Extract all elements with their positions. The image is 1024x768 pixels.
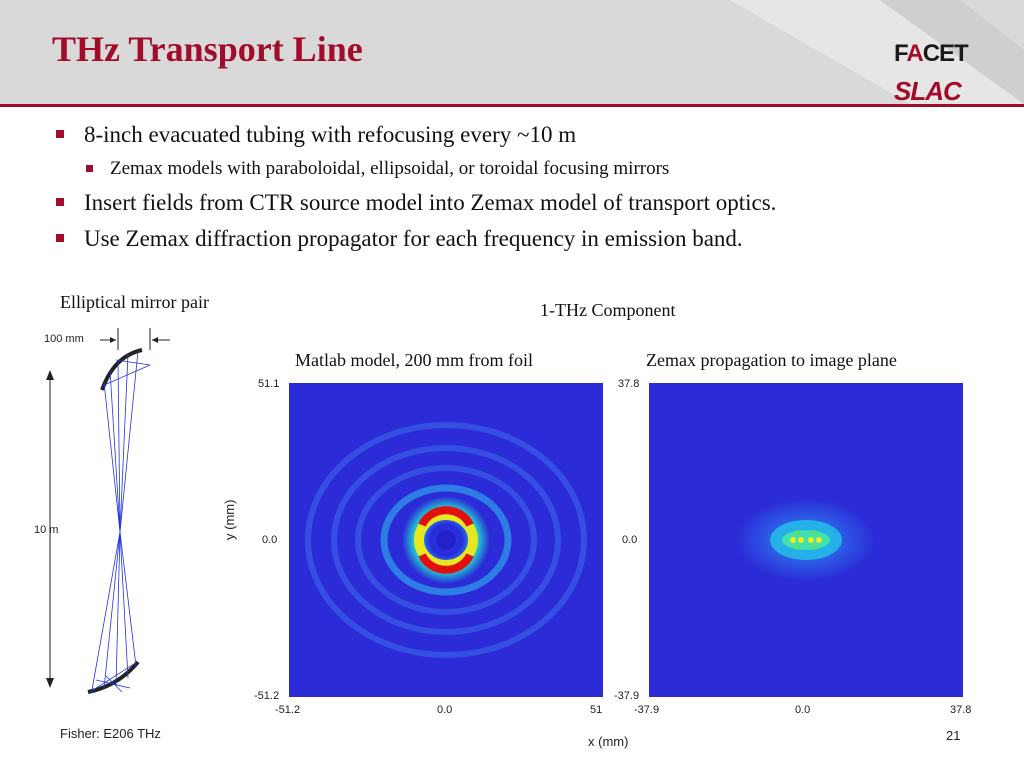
page-number: 21 — [946, 728, 961, 743]
left-y-tick: 51.1 — [258, 378, 280, 390]
left-plot-title: Matlab model, 200 mm from foil — [295, 350, 533, 370]
bullet-item: Insert fields from CTR source model into Zemax model of transport optics. — [54, 188, 994, 218]
dimension-length-label: 10 m — [34, 524, 59, 536]
component-title: 1-THz Component — [540, 300, 676, 320]
matlab-field-plot — [289, 383, 603, 697]
right-plot-title: Zemax propagation to image plane — [646, 350, 897, 370]
footer-text: Fisher: E206 THz — [60, 726, 161, 741]
bullet-list — [54, 120, 994, 260]
title-underline — [0, 104, 1024, 107]
left-x-tick: 0.0 — [437, 704, 453, 716]
right-y-tick: 0.0 — [622, 534, 638, 546]
bullet-marker — [86, 165, 93, 172]
left-y-axis-label: y (mm) — [222, 499, 237, 540]
left-y-tick: -51.2 — [254, 690, 280, 702]
right-y-tick: 37.8 — [618, 378, 640, 390]
right-x-tick: 0.0 — [795, 704, 811, 716]
right-x-tick: 37.8 — [950, 704, 972, 716]
left-y-tick: 0.0 — [262, 534, 278, 546]
dimension-width-label: 100 mm — [44, 333, 84, 345]
mirror-label: Elliptical mirror pair — [60, 292, 209, 312]
slac-logo: SLAC — [894, 76, 961, 106]
bullet-marker — [56, 198, 64, 206]
mirror-ray-diagram — [30, 320, 190, 710]
slide-title: THz Transport Line — [52, 29, 363, 69]
left-x-tick: -51.2 — [275, 704, 301, 716]
bullet-item: Use Zemax diffraction propagator for each frequency in emission band. — [54, 224, 994, 254]
bullet-item: 8-inch evacuated tubing with refocusing every ~10 m — [54, 120, 994, 150]
right-y-tick: -37.9 — [614, 690, 640, 702]
facet-logo: FACET — [894, 40, 968, 67]
zemax-field-plot — [649, 383, 963, 697]
right-x-tick: -37.9 — [634, 704, 660, 716]
bullet-marker — [56, 234, 64, 242]
bullet-marker — [56, 130, 64, 138]
x-axis-label: x (mm) — [588, 734, 629, 749]
left-x-tick: 51 — [590, 704, 603, 716]
sub-bullet-item: Zemax models with paraboloidal, ellipsoidal, or toroidal focusing mirrors — [54, 156, 994, 182]
